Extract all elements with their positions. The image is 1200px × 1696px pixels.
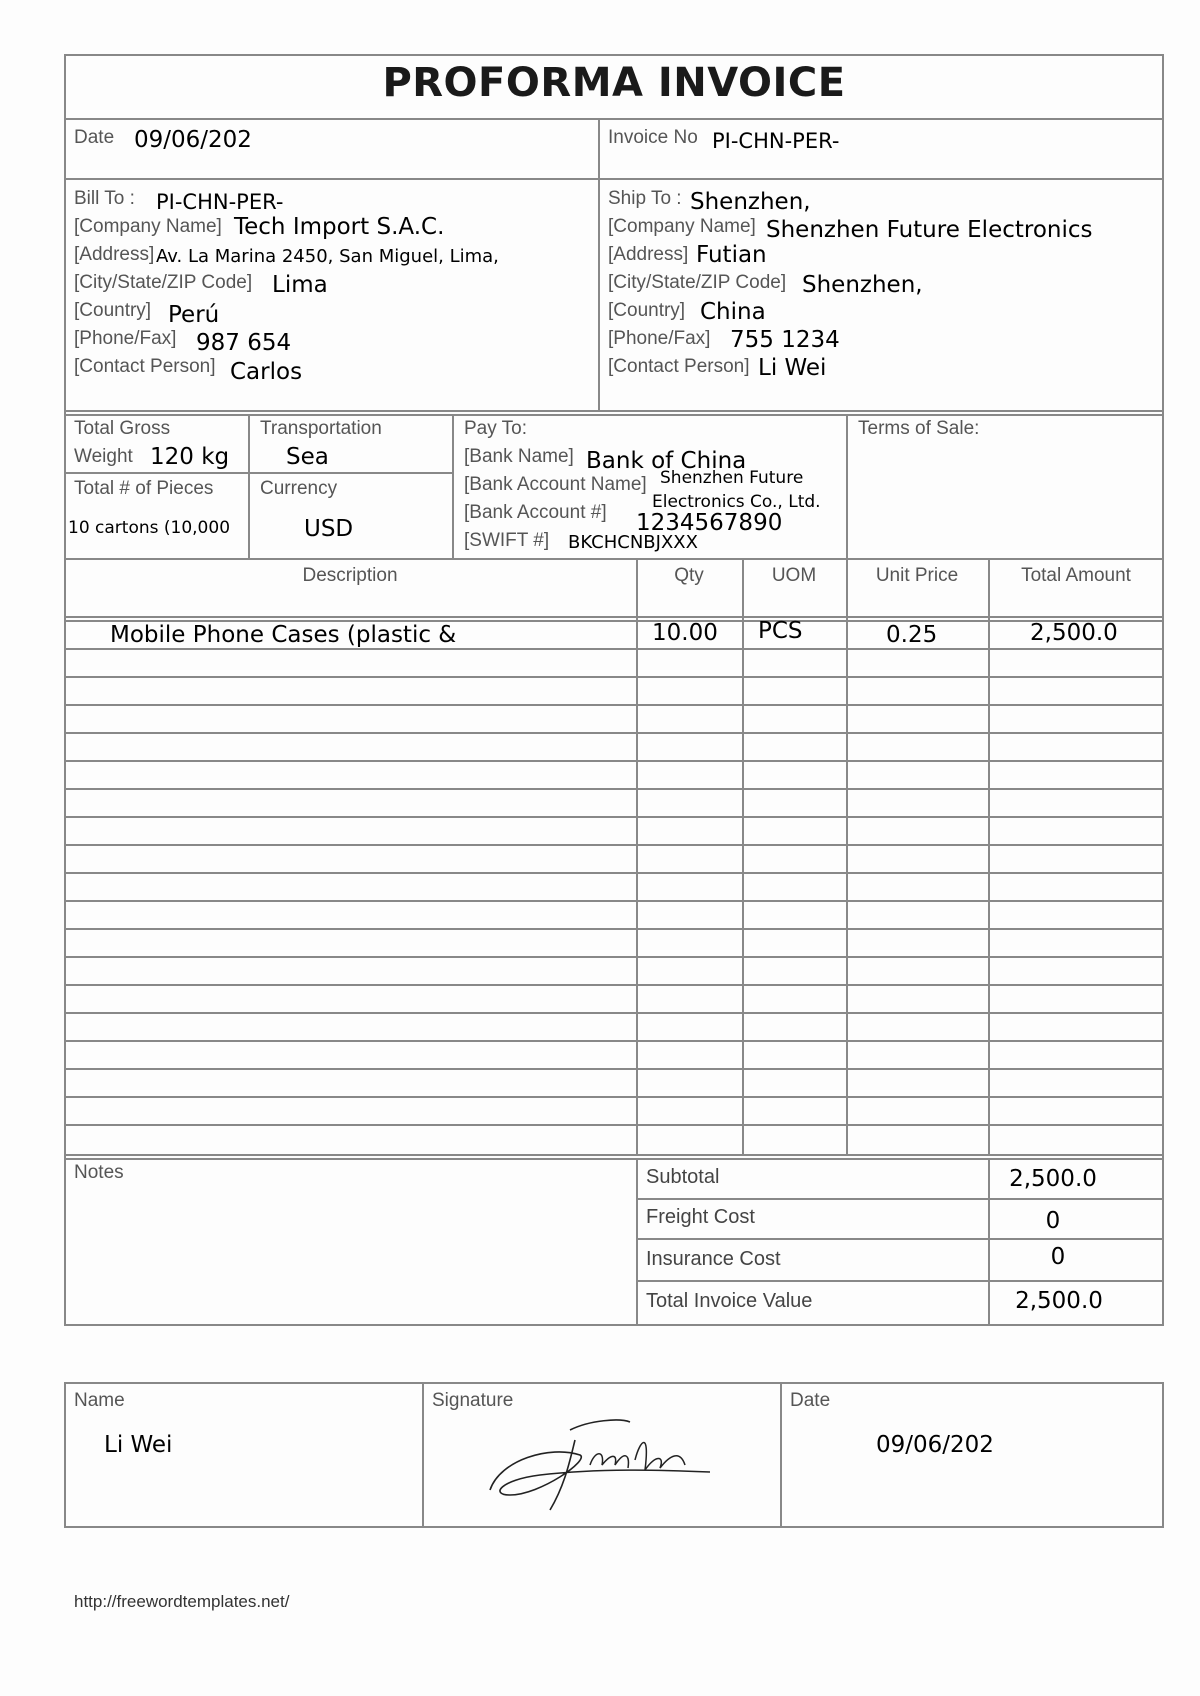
divider <box>64 616 1164 618</box>
divider <box>780 1382 782 1528</box>
bank-name: Bank of China <box>586 448 747 474</box>
ship-to-label: Ship To : <box>608 188 682 209</box>
sign-signature-label: Signature <box>432 1390 514 1411</box>
table-row-line <box>64 648 1164 650</box>
bank-account-no-label: [Bank Account #] <box>464 502 607 523</box>
col-header-uom: UOM <box>771 565 817 586</box>
col-header-unit-price: Unit Price <box>875 565 959 586</box>
table-row-line <box>64 732 1164 734</box>
table-row-line <box>64 1124 1164 1126</box>
table-row-line <box>64 1068 1164 1070</box>
insurance-label: Insurance Cost <box>646 1248 781 1270</box>
table-row-line <box>64 900 1164 902</box>
ship-country-label: [Country] <box>608 300 686 321</box>
divider <box>422 1382 424 1528</box>
currency-value: USD <box>304 516 354 542</box>
swift-value: BKCHCNBJXXX <box>568 532 698 553</box>
subtotal-value: 2,500.0 <box>1009 1166 1097 1192</box>
divider <box>636 1280 1164 1282</box>
bank-name-label: [Bank Name] <box>464 446 574 467</box>
sign-name-label: Name <box>74 1390 125 1411</box>
bill-contact-label: [Contact Person] <box>74 356 216 377</box>
currency-label: Currency <box>260 478 338 499</box>
sign-name: Li Wei <box>104 1432 173 1458</box>
sign-date-label: Date <box>790 1390 831 1411</box>
ship-company-label: [Company Name] <box>608 216 756 237</box>
col-header-qty: Qty <box>674 565 704 586</box>
bill-country: Perú <box>168 302 220 328</box>
table-row-line <box>64 984 1164 986</box>
bank-account-no: 1234567890 <box>636 510 783 536</box>
bill-contact: Carlos <box>230 359 303 385</box>
bill-phone-label: [Phone/Fax] <box>74 328 177 349</box>
table-row-line <box>64 872 1164 874</box>
ship-address: Futian <box>696 242 767 268</box>
item-uom: PCS <box>758 618 803 644</box>
bill-city: Lima <box>272 272 328 298</box>
bank-account-name-1: Shenzhen Future <box>660 468 804 488</box>
table-row-line <box>64 1096 1164 1098</box>
weight-value: 120 kg <box>150 444 230 470</box>
col-header-description: Description <box>302 565 398 586</box>
divider <box>636 1158 638 1326</box>
divider <box>64 414 1164 416</box>
date-value: 09/06/202 <box>134 127 252 153</box>
notes-label: Notes <box>74 1162 124 1183</box>
ship-city-label: [City/State/ZIP Code] <box>608 272 787 293</box>
weight-label: Total Gross <box>74 418 171 439</box>
ship-contact-label: [Contact Person] <box>608 356 750 377</box>
divider <box>64 558 1164 560</box>
table-row-line <box>64 844 1164 846</box>
divider <box>64 472 452 474</box>
col-header-total-amount: Total Amount <box>1021 565 1131 586</box>
item-qty: 10.00 <box>652 620 718 646</box>
divider <box>248 414 250 558</box>
ship-company: Shenzhen Future Electronics <box>766 217 1093 243</box>
divider <box>452 414 454 558</box>
transport-value: Sea <box>286 444 329 470</box>
document-title: PROFORMA INVOICE <box>382 60 846 106</box>
bill-company-label: [Company Name] <box>74 216 222 237</box>
item-total: 2,500.0 <box>1030 620 1118 646</box>
swift-label: [SWIFT #] <box>464 530 550 551</box>
total-invoice-label: Total Invoice Value <box>646 1290 813 1312</box>
table-row-line <box>64 956 1164 958</box>
divider <box>636 1238 1164 1240</box>
divider <box>64 118 1164 120</box>
bill-to-value: PI-CHN-PER- <box>156 190 284 214</box>
weight-label-2: Weight <box>74 446 133 467</box>
table-row-line <box>64 788 1164 790</box>
table-row-line <box>64 1012 1164 1014</box>
bill-to-label: Bill To : <box>74 188 135 209</box>
table-row-line <box>64 704 1164 706</box>
pay-to-label: Pay To: <box>464 418 528 439</box>
total-invoice-value: 2,500.0 <box>1015 1288 1103 1314</box>
divider <box>64 178 1164 180</box>
ship-city: Shenzhen, <box>802 272 923 298</box>
invoice-no-label: Invoice No <box>608 127 698 148</box>
pieces-label: Total # of Pieces <box>74 478 214 499</box>
table-row-line <box>64 676 1164 678</box>
table-row-line <box>64 816 1164 818</box>
bill-phone: 987 654 <box>196 330 292 356</box>
terms-label: Terms of Sale: <box>858 418 980 439</box>
ship-phone-label: [Phone/Fax] <box>608 328 711 349</box>
divider <box>64 1154 1164 1156</box>
bill-address: Av. La Marina 2450, San Miguel, Lima, <box>156 246 499 267</box>
freight-label: Freight Cost <box>646 1206 755 1228</box>
divider <box>64 410 1164 412</box>
bill-city-label: [City/State/ZIP Code] <box>74 272 253 293</box>
bank-account-name-label: [Bank Account Name] <box>464 474 647 495</box>
bank-account-name-2: Electronics Co., Ltd. <box>652 492 821 512</box>
ship-contact: Li Wei <box>758 355 827 381</box>
ship-phone: 755 1234 <box>730 327 840 353</box>
ship-to-value: Shenzhen, <box>690 189 811 215</box>
bill-company: Tech Import S.A.C. <box>234 214 445 240</box>
bill-country-label: [Country] <box>74 300 152 321</box>
item-description: Mobile Phone Cases (plastic & <box>110 622 457 648</box>
ship-address-label: [Address] <box>608 244 689 265</box>
divider <box>598 118 600 412</box>
subtotal-label: Subtotal <box>646 1166 720 1188</box>
sign-date: 09/06/202 <box>876 1432 994 1458</box>
pieces-value: 10 cartons (10,000 <box>68 518 231 538</box>
item-unit-price: 0.25 <box>886 622 938 648</box>
bill-address-label: [Address] <box>74 244 155 265</box>
date-label: Date <box>74 127 115 148</box>
ship-country: China <box>700 299 766 325</box>
insurance-value: 0 <box>1050 1244 1066 1270</box>
table-row-line <box>64 760 1164 762</box>
freight-value: 0 <box>1045 1208 1061 1234</box>
footer-url[interactable]: http://freewordtemplates.net/ <box>74 1592 290 1611</box>
handwritten-signature <box>480 1410 720 1520</box>
table-row-line <box>64 1040 1164 1042</box>
invoice-no-value: PI-CHN-PER- <box>712 129 840 153</box>
divider <box>846 414 848 558</box>
table-row-line <box>64 928 1164 930</box>
transport-label: Transportation <box>260 418 382 439</box>
divider <box>636 1198 1164 1200</box>
divider <box>64 1158 1164 1160</box>
